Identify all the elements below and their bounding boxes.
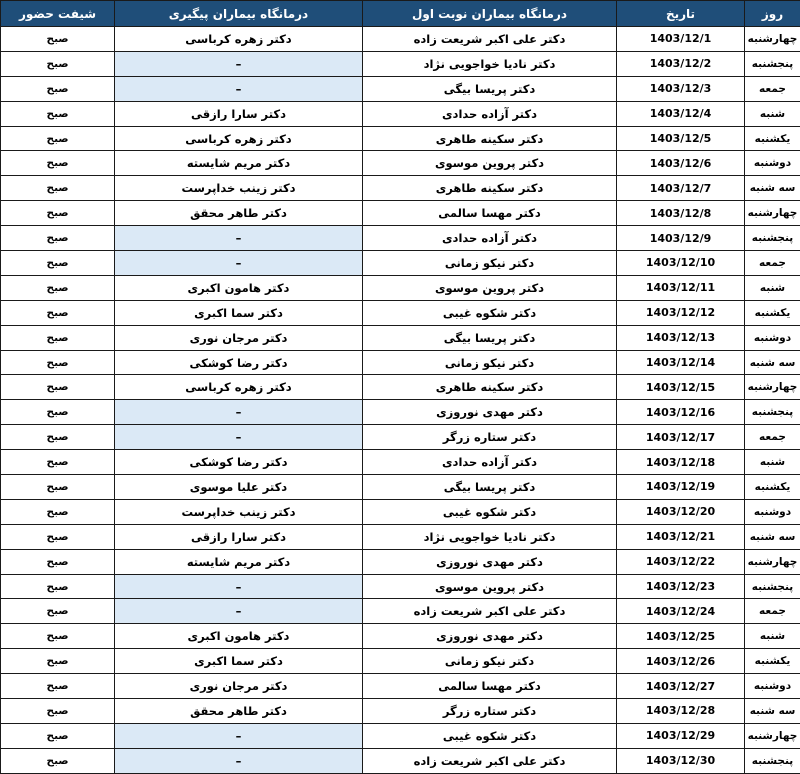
cell-first-turn-doctor: دکتر نیکو زمانی (363, 251, 617, 276)
table-row (1, 325, 800, 350)
cell-first-turn-doctor: دکتر شکوه غیبی (363, 723, 617, 748)
cell-followup-doctor: دکتر سما اکبری (115, 649, 363, 674)
cell-first-turn-doctor: دکتر آزاده حدادی (363, 101, 617, 126)
cell-date: 1403/12/20 (617, 499, 745, 524)
table-row (1, 450, 800, 475)
cell-followup-doctor: – (115, 226, 363, 251)
cell-date: 1403/12/6 (617, 151, 745, 176)
cell-day: چهارشنبه (745, 549, 800, 574)
cell-first-turn-doctor: دکتر پریسا بیگی (363, 325, 617, 350)
cell-followup-doctor: دکتر زینب خداپرست (115, 176, 363, 201)
cell-shift: صبح (1, 275, 115, 300)
cell-date: 1403/12/19 (617, 475, 745, 500)
header-row (1, 1, 800, 27)
cell-date: 1403/12/7 (617, 176, 745, 201)
cell-day: دوشنبه (745, 674, 800, 699)
cell-day: دوشنبه (745, 325, 800, 350)
cell-first-turn-doctor: دکتر آزاده حدادی (363, 226, 617, 251)
header-date: تاریخ (617, 1, 745, 27)
table-row (1, 499, 800, 524)
table-row (1, 549, 800, 574)
cell-first-turn-doctor: دکتر مهسا سالمی (363, 201, 617, 226)
cell-shift: صبح (1, 226, 115, 251)
table-row (1, 126, 800, 151)
cell-date: 1403/12/5 (617, 126, 745, 151)
cell-date: 1403/12/28 (617, 699, 745, 724)
table-row (1, 350, 800, 375)
table-row (1, 699, 800, 724)
cell-first-turn-doctor: دکتر نادیا خواجویی نژاد (363, 524, 617, 549)
table-row (1, 748, 800, 773)
cell-followup-doctor: دکتر هامون اکبری (115, 275, 363, 300)
table-row (1, 400, 800, 425)
cell-day: چهارشنبه (745, 201, 800, 226)
cell-followup-doctor: – (115, 748, 363, 773)
table-row (1, 76, 800, 101)
cell-first-turn-doctor: دکتر پروین موسوی (363, 574, 617, 599)
cell-day: یکشنبه (745, 126, 800, 151)
cell-followup-doctor: – (115, 425, 363, 450)
cell-followup-doctor: دکتر علیا موسوی (115, 475, 363, 500)
header-day: روز (745, 1, 800, 27)
cell-date: 1403/12/29 (617, 723, 745, 748)
cell-day: پنجشنبه (745, 51, 800, 76)
cell-first-turn-doctor: دکتر پروین موسوی (363, 151, 617, 176)
cell-followup-doctor: دکتر مرجان نوری (115, 674, 363, 699)
cell-day: جمعه (745, 425, 800, 450)
cell-first-turn-doctor: دکتر نیکو زمانی (363, 350, 617, 375)
cell-day: جمعه (745, 251, 800, 276)
cell-shift: صبح (1, 176, 115, 201)
cell-day: یکشنبه (745, 649, 800, 674)
cell-day: پنجشنبه (745, 748, 800, 773)
cell-shift: صبح (1, 375, 115, 400)
table-row (1, 226, 800, 251)
table-header (1, 1, 800, 27)
table-row (1, 574, 800, 599)
cell-date: 1403/12/27 (617, 674, 745, 699)
cell-day: جمعه (745, 599, 800, 624)
cell-followup-doctor: دکتر طاهر محقق (115, 699, 363, 724)
cell-day: سه شنبه (745, 350, 800, 375)
cell-day: شنبه (745, 101, 800, 126)
cell-shift: صبح (1, 649, 115, 674)
cell-followup-doctor: دکتر زهره کرباسی (115, 27, 363, 52)
cell-followup-doctor: دکتر سارا رازقی (115, 524, 363, 549)
cell-date: 1403/12/10 (617, 251, 745, 276)
cell-day: چهارشنبه (745, 723, 800, 748)
cell-shift: صبح (1, 549, 115, 574)
cell-date: 1403/12/11 (617, 275, 745, 300)
table-row (1, 475, 800, 500)
table-row (1, 674, 800, 699)
cell-first-turn-doctor: دکتر شکوه غیبی (363, 300, 617, 325)
table-row (1, 599, 800, 624)
table-row (1, 101, 800, 126)
cell-followup-doctor: – (115, 400, 363, 425)
table-body (1, 27, 800, 774)
cell-first-turn-doctor: دکتر پریسا بیگی (363, 475, 617, 500)
cell-date: 1403/12/4 (617, 101, 745, 126)
cell-date: 1403/12/24 (617, 599, 745, 624)
cell-shift: صبح (1, 325, 115, 350)
cell-shift: صبح (1, 251, 115, 276)
cell-shift: صبح (1, 475, 115, 500)
cell-date: 1403/12/22 (617, 549, 745, 574)
cell-date: 1403/12/9 (617, 226, 745, 251)
cell-day: دوشنبه (745, 151, 800, 176)
header-shift: شیفت حضور (1, 1, 115, 27)
cell-date: 1403/12/25 (617, 624, 745, 649)
table-row (1, 251, 800, 276)
cell-date: 1403/12/30 (617, 748, 745, 773)
table-row (1, 151, 800, 176)
cell-day: چهارشنبه (745, 375, 800, 400)
table-row (1, 425, 800, 450)
cell-day: دوشنبه (745, 499, 800, 524)
table-row (1, 723, 800, 748)
cell-followup-doctor: دکتر رضا کوشکی (115, 350, 363, 375)
table-row (1, 201, 800, 226)
cell-first-turn-doctor: دکتر ستاره زرگر (363, 699, 617, 724)
cell-followup-doctor: دکتر طاهر محقق (115, 201, 363, 226)
cell-day: چهارشنبه (745, 27, 800, 52)
cell-day: شنبه (745, 450, 800, 475)
cell-shift: صبح (1, 425, 115, 450)
cell-date: 1403/12/21 (617, 524, 745, 549)
cell-first-turn-doctor: دکتر شکوه غیبی (363, 499, 617, 524)
cell-day: شنبه (745, 624, 800, 649)
table-row (1, 624, 800, 649)
cell-day: پنجشنبه (745, 226, 800, 251)
table-row (1, 275, 800, 300)
cell-day: یکشنبه (745, 300, 800, 325)
cell-day: پنجشنبه (745, 400, 800, 425)
cell-followup-doctor: دکتر زهره کرباسی (115, 375, 363, 400)
cell-first-turn-doctor: دکتر مهدی نوروزی (363, 624, 617, 649)
cell-followup-doctor: – (115, 723, 363, 748)
cell-followup-doctor: دکتر زهره کرباسی (115, 126, 363, 151)
cell-followup-doctor: دکتر مریم شایسته (115, 151, 363, 176)
cell-day: پنجشنبه (745, 574, 800, 599)
cell-date: 1403/12/14 (617, 350, 745, 375)
cell-shift: صبح (1, 300, 115, 325)
cell-first-turn-doctor: دکتر پروین موسوی (363, 275, 617, 300)
cell-shift: صبح (1, 101, 115, 126)
table-row (1, 27, 800, 52)
table-row (1, 300, 800, 325)
cell-shift: صبح (1, 599, 115, 624)
cell-followup-doctor: دکتر زینب خداپرست (115, 499, 363, 524)
cell-first-turn-doctor: دکتر ستاره زرگر (363, 425, 617, 450)
cell-shift: صبح (1, 400, 115, 425)
cell-shift: صبح (1, 27, 115, 52)
cell-day: یکشنبه (745, 475, 800, 500)
cell-followup-doctor: – (115, 574, 363, 599)
cell-first-turn-doctor: دکتر مهسا سالمی (363, 674, 617, 699)
header-first-turn-clinic: درمانگاه بیماران نوبت اول (363, 1, 617, 27)
cell-first-turn-doctor: دکتر سکینه طاهری (363, 375, 617, 400)
cell-shift: صبح (1, 350, 115, 375)
cell-shift: صبح (1, 201, 115, 226)
cell-followup-doctor: دکتر سارا رازقی (115, 101, 363, 126)
cell-shift: صبح (1, 450, 115, 475)
cell-date: 1403/12/15 (617, 375, 745, 400)
cell-shift: صبح (1, 126, 115, 151)
table-row (1, 176, 800, 201)
cell-date: 1403/12/8 (617, 201, 745, 226)
cell-date: 1403/12/13 (617, 325, 745, 350)
cell-first-turn-doctor: دکتر سکینه طاهری (363, 126, 617, 151)
cell-first-turn-doctor: دکتر سکینه طاهری (363, 176, 617, 201)
cell-first-turn-doctor: دکتر نادیا خواجویی نژاد (363, 51, 617, 76)
cell-followup-doctor: دکتر مریم شایسته (115, 549, 363, 574)
cell-shift: صبح (1, 76, 115, 101)
cell-shift: صبح (1, 723, 115, 748)
cell-followup-doctor: دکتر سما اکبری (115, 300, 363, 325)
cell-date: 1403/12/18 (617, 450, 745, 475)
cell-day: سه شنبه (745, 176, 800, 201)
cell-shift: صبح (1, 574, 115, 599)
cell-shift: صبح (1, 748, 115, 773)
cell-date: 1403/12/16 (617, 400, 745, 425)
cell-shift: صبح (1, 674, 115, 699)
cell-shift: صبح (1, 524, 115, 549)
cell-first-turn-doctor: دکتر مهدی نوروزی (363, 549, 617, 574)
cell-date: 1403/12/3 (617, 76, 745, 101)
cell-day: سه شنبه (745, 524, 800, 549)
cell-followup-doctor: – (115, 251, 363, 276)
cell-shift: صبح (1, 699, 115, 724)
cell-first-turn-doctor: دکتر آزاده حدادی (363, 450, 617, 475)
table-row (1, 375, 800, 400)
cell-shift: صبح (1, 499, 115, 524)
cell-first-turn-doctor: دکتر پریسا بیگی (363, 76, 617, 101)
table-row (1, 524, 800, 549)
cell-followup-doctor: – (115, 599, 363, 624)
cell-day: سه شنبه (745, 699, 800, 724)
cell-first-turn-doctor: دکتر علی اکبر شریعت زاده (363, 748, 617, 773)
cell-followup-doctor: – (115, 51, 363, 76)
cell-day: شنبه (745, 275, 800, 300)
cell-first-turn-doctor: دکتر نیکو زمانی (363, 649, 617, 674)
cell-followup-doctor: دکتر مرجان نوری (115, 325, 363, 350)
cell-date: 1403/12/12 (617, 300, 745, 325)
cell-date: 1403/12/26 (617, 649, 745, 674)
cell-date: 1403/12/1 (617, 27, 745, 52)
cell-followup-doctor: دکتر رضا کوشکی (115, 450, 363, 475)
cell-first-turn-doctor: دکتر علی اکبر شریعت زاده (363, 599, 617, 624)
cell-shift: صبح (1, 624, 115, 649)
table-row (1, 51, 800, 76)
cell-followup-doctor: – (115, 76, 363, 101)
cell-day: جمعه (745, 76, 800, 101)
cell-date: 1403/12/23 (617, 574, 745, 599)
header-followup-clinic: درمانگاه بیماران پیگیری (115, 1, 363, 27)
cell-shift: صبح (1, 51, 115, 76)
table-row (1, 649, 800, 674)
cell-shift: صبح (1, 151, 115, 176)
cell-first-turn-doctor: دکتر مهدی نوروزی (363, 400, 617, 425)
cell-followup-doctor: دکتر هامون اکبری (115, 624, 363, 649)
cell-date: 1403/12/17 (617, 425, 745, 450)
cell-first-turn-doctor: دکتر علی اکبر شریعت زاده (363, 27, 617, 52)
cell-date: 1403/12/2 (617, 51, 745, 76)
